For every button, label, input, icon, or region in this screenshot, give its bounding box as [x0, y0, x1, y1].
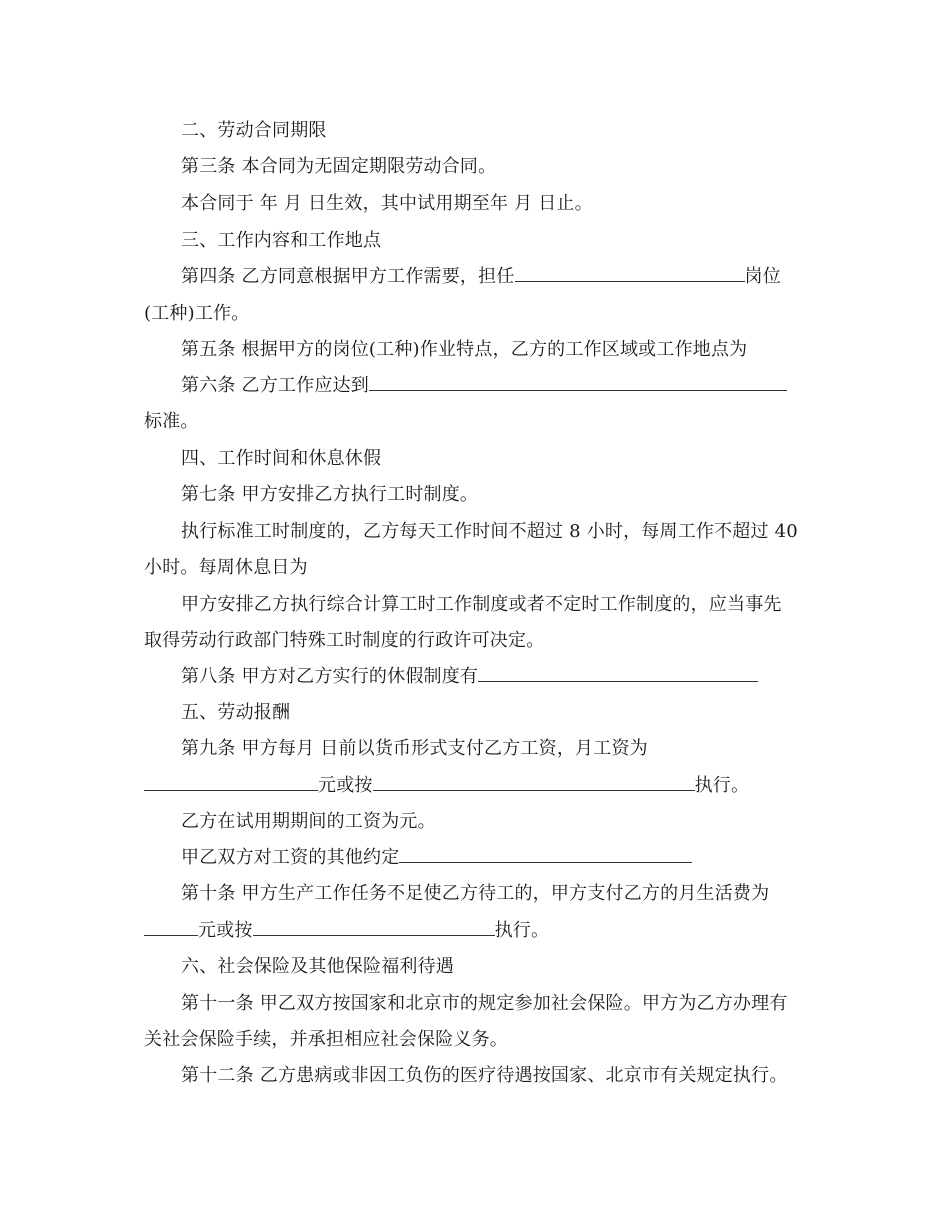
text: 执行标准工时制度的，乙方每天工作时间不超过 8 小时，每周工作不超过 40 [181, 521, 798, 542]
text: 第四条 乙方同意根据甲方工作需要，担任 [181, 266, 515, 287]
section-heading-work-content [181, 229, 381, 253]
article-4-continued [144, 302, 249, 326]
text: 第十二条 乙方患病或非因工负伤的医疗待遇按国家、北京市有关规定执行。 [181, 1065, 788, 1086]
blank-underline [373, 774, 695, 791]
blank-underline [399, 846, 692, 863]
text: 第六条 乙方工作应达到 [181, 375, 369, 396]
section-heading-work-hours [181, 447, 381, 471]
article-11-continued [144, 1028, 508, 1052]
article-12 [181, 1064, 788, 1088]
other-salary-agreement [181, 846, 692, 870]
blank-underline [369, 374, 787, 391]
text: 元或按 [318, 775, 373, 796]
text: 元或按 [198, 920, 253, 941]
text: 六、社会保险及其他保险福利待遇 [181, 956, 454, 977]
text: 二、劳动合同期限 [181, 120, 327, 141]
probation-salary [181, 810, 436, 834]
article-4 [181, 265, 781, 289]
article-7-special-hours-continued [144, 629, 544, 653]
text: 三、工作内容和工作地点 [181, 230, 382, 251]
text: 标准。 [144, 411, 199, 432]
blank-underline [478, 665, 758, 682]
article-5 [181, 338, 747, 362]
section-heading-social-insurance [181, 955, 454, 979]
article-10 [181, 882, 769, 906]
text: 乙方在试用期期间的工资为元。 [181, 811, 436, 832]
text: 本合同于 年 月 日生效，其中试用期至年 月 日止。 [181, 193, 593, 214]
article-10-continued [144, 919, 549, 943]
blank-underline [144, 774, 318, 791]
blank-underline [144, 919, 198, 936]
text: 甲方安排乙方执行综合计算工时工作制度或者不定时工作制度的，应当事先 [181, 594, 782, 615]
article-6-continued [144, 410, 199, 434]
text: 执行。 [694, 775, 750, 796]
text: 第七条 甲方安排乙方执行工时制度。 [181, 484, 479, 505]
blank-underline [253, 919, 495, 936]
article-3 [181, 155, 496, 179]
article-7-standard-hours [181, 520, 798, 544]
article-7 [181, 483, 478, 507]
article-9 [181, 737, 648, 761]
text: 第十一条 甲乙双方按国家和北京市的规定参加社会保险。甲方为乙方办理有 [181, 993, 788, 1014]
text: 第三条 本合同为无固定期限劳动合同。 [181, 156, 497, 177]
article-11 [181, 992, 788, 1016]
article-8 [181, 665, 758, 689]
text: 岗位 [744, 266, 781, 287]
text: 四、工作时间和休息休假 [181, 448, 382, 469]
article-6 [181, 374, 787, 398]
text: 取得劳动行政部门特殊工时制度的行政许可决定。 [144, 630, 545, 651]
text: 小时。每周休息日为 [144, 557, 308, 578]
text: 执行。 [494, 920, 550, 941]
blank-underline [515, 265, 745, 282]
section-heading-remuneration [181, 701, 290, 725]
article-3-effective-date [181, 192, 593, 216]
article-9-continued [144, 774, 749, 798]
section-heading-contract-term [181, 119, 327, 143]
text: (工种)工作。 [144, 303, 250, 324]
text: 五、劳动报酬 [181, 702, 291, 723]
text: 第十条 甲方生产工作任务不足使乙方待工的，甲方支付乙方的月生活费为 [181, 883, 770, 904]
text: 第八条 甲方对乙方实行的休假制度有 [181, 666, 479, 687]
text: 第九条 甲方每月 日前以货币形式支付乙方工资，月工资为 [181, 738, 648, 759]
article-7-rest-days [144, 556, 308, 580]
text: 关社会保险手续，并承担相应社会保险义务。 [144, 1029, 508, 1050]
text: 第五条 根据甲方的岗位(工种)作业特点，乙方的工作区域或工作地点为 [181, 339, 748, 360]
article-7-special-hours [181, 593, 782, 617]
text: 甲乙双方对工资的其他约定 [181, 847, 400, 868]
